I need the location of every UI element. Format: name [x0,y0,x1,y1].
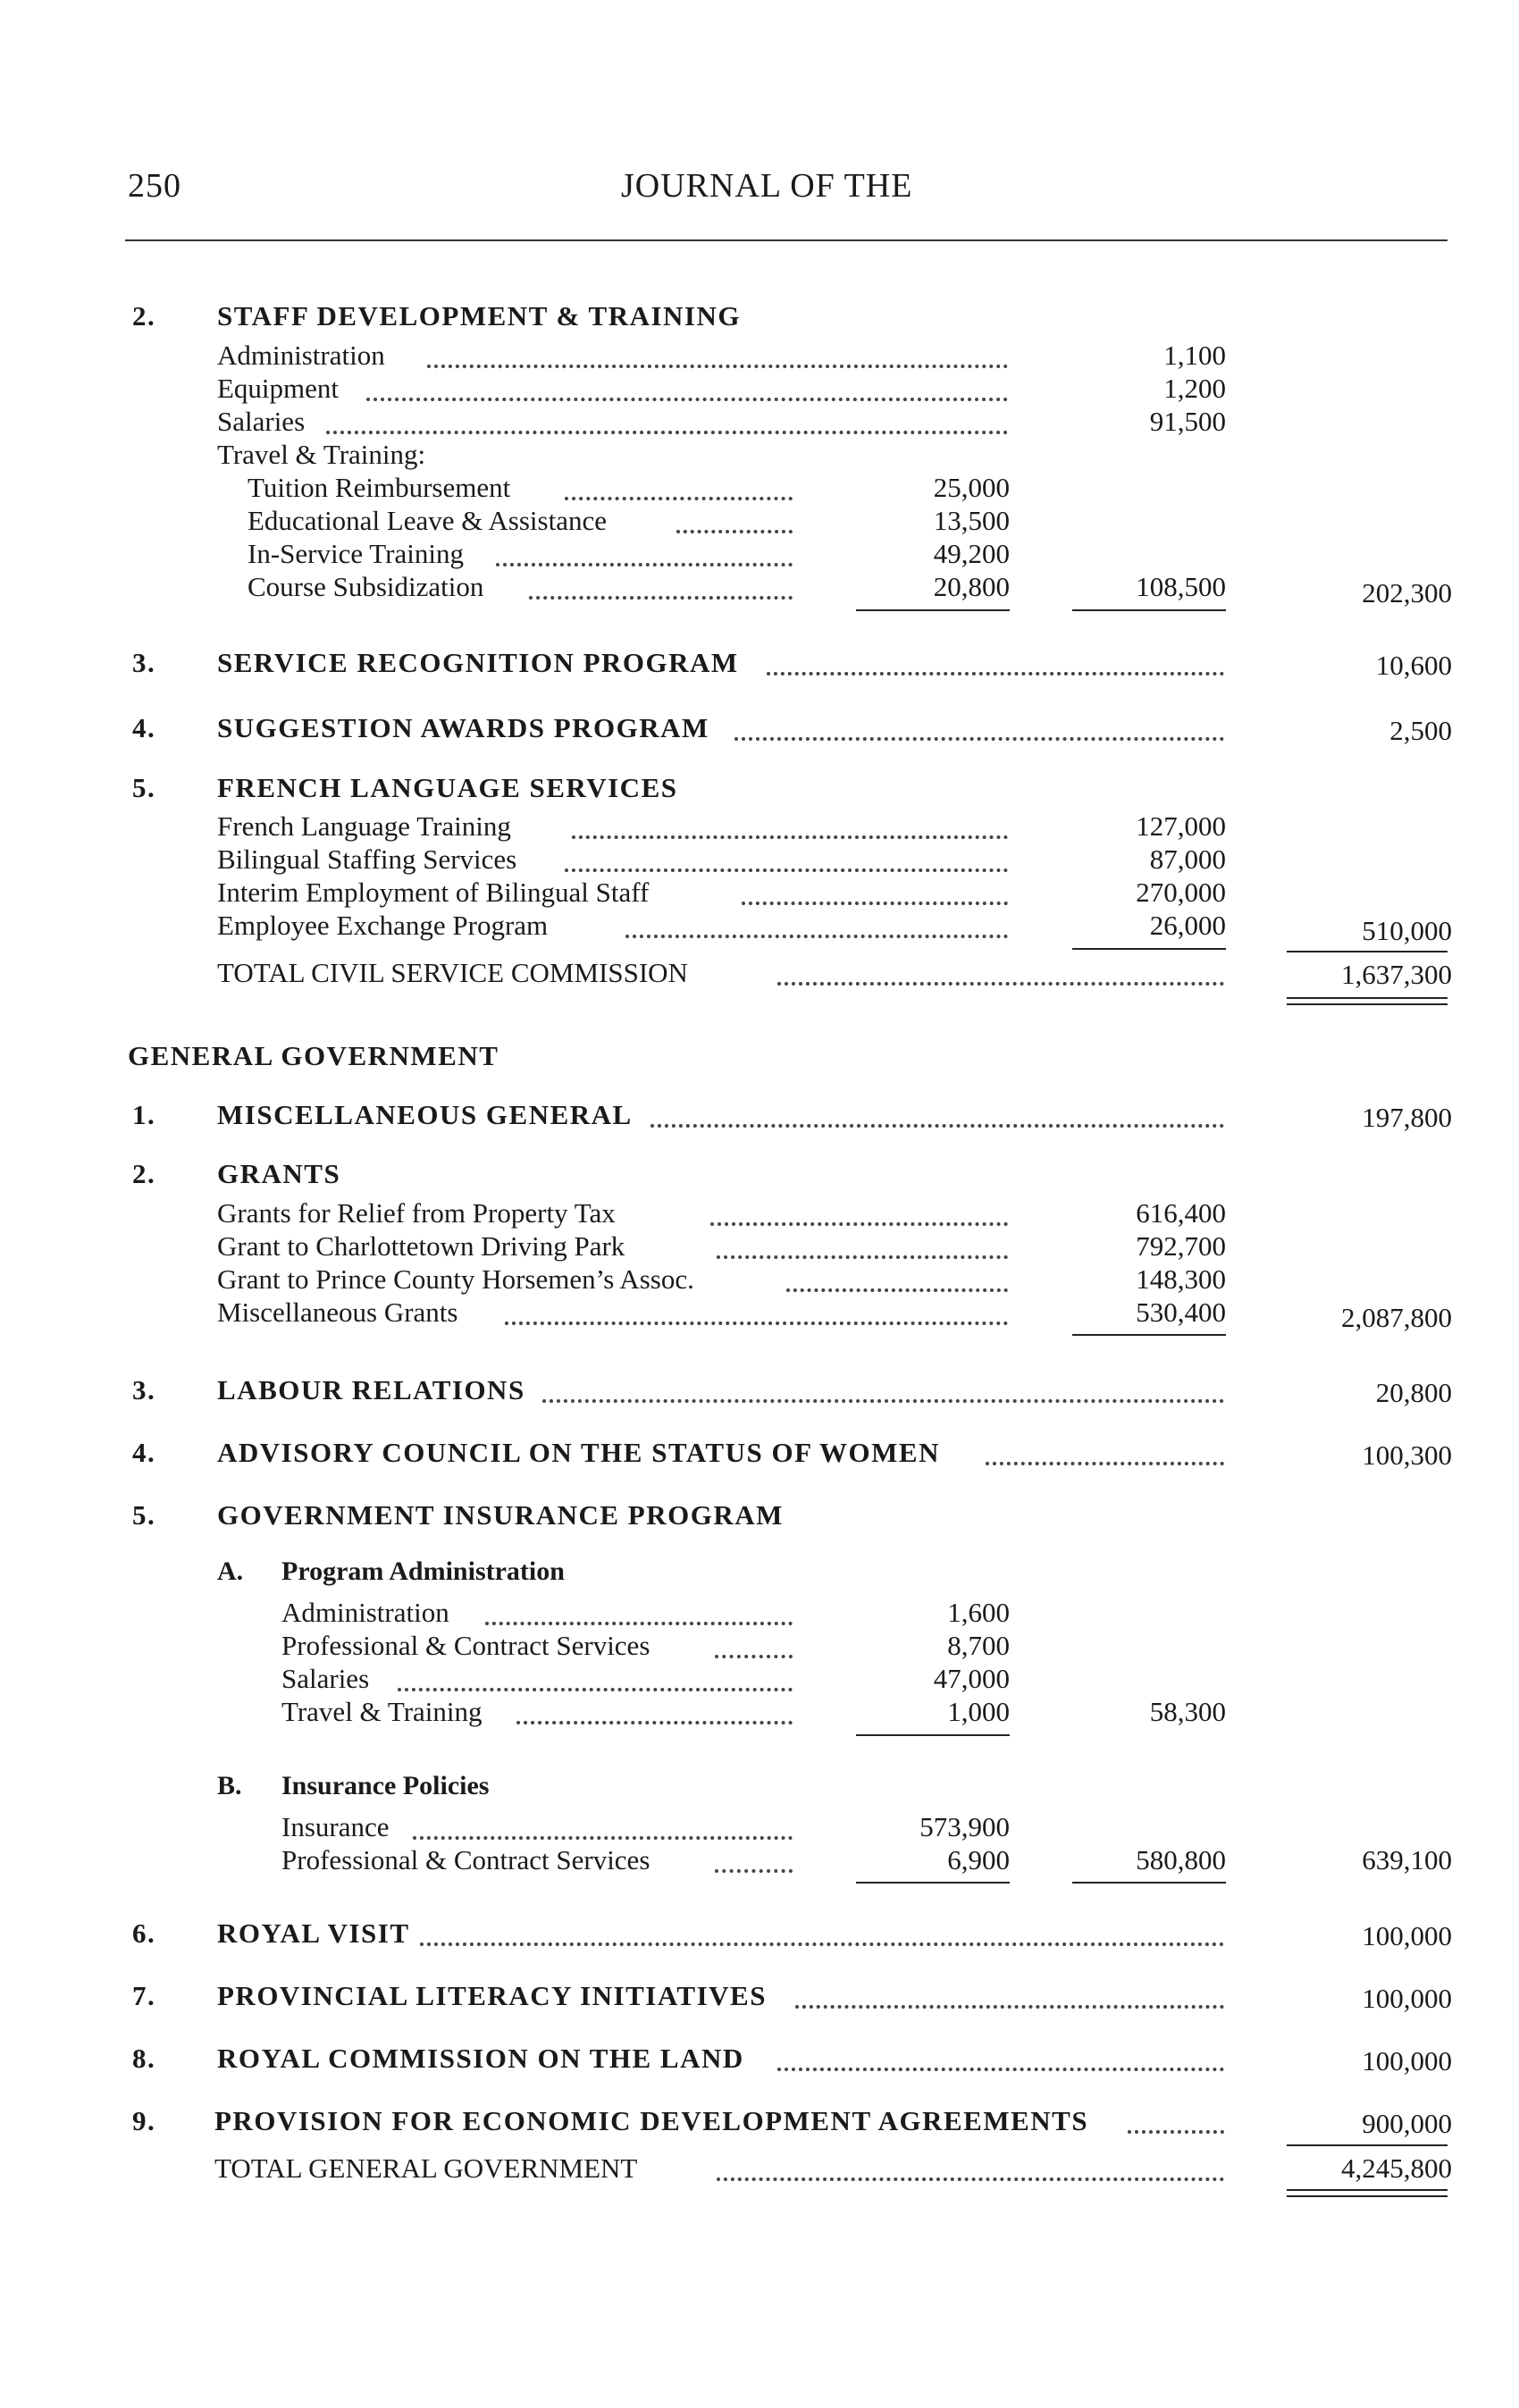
section-number: 5. [132,772,156,803]
section-total: 510,000 [1362,915,1452,946]
line-item-label: Travel & Training [281,1696,483,1727]
leader-dots [496,563,793,566]
leader-dots [734,737,1224,741]
section-title: GRANTS [217,1158,341,1189]
section-total: 100,000 [1362,1920,1452,1951]
section-title: SUGGESTION AWARDS PROGRAM [217,712,709,743]
line-item-value: 6,900 [947,1844,1010,1875]
section-total: 2,500 [1389,715,1452,746]
underline-rule [1072,609,1226,611]
leader-dots [572,835,1008,839]
section-title: ROYAL COMMISSION ON THE LAND [217,2043,744,2074]
line-item-value: 26,000 [1149,910,1226,941]
leader-dots [420,1942,1224,1946]
leader-dots [485,1622,793,1625]
line-item-label: Interim Employment of Bilingual Staff [217,877,650,908]
section-title: MISCELLANEOUS GENERAL [217,1099,633,1130]
section-total: 2,087,800 [1341,1302,1452,1333]
section-number: 3. [132,647,156,678]
underline-rule [856,1882,1010,1884]
line-item-label: Grant to Prince County Horsemen’s Assoc. [217,1263,694,1295]
line-item-value: 127,000 [1136,810,1226,842]
page-title: JOURNAL OF THE [621,167,913,205]
section-title: FRENCH LANGUAGE SERVICES [217,772,678,803]
grand-total-label: TOTAL GENERAL GOVERNMENT [214,2152,638,2184]
division-heading: GENERAL GOVERNMENT [128,1040,499,1071]
leader-dots [795,2005,1224,2009]
line-item-value: 1,000 [947,1696,1010,1727]
line-item-value: 792,700 [1136,1230,1226,1262]
line-item-value: 13,500 [933,505,1010,536]
line-item-label: Salaries [281,1663,370,1694]
underline-rule [856,1734,1010,1736]
subsection-letter: A. [217,1556,244,1586]
grand-total-value: 4,245,800 [1341,2152,1452,2184]
section-title: SERVICE RECOGNITION PROGRAM [217,647,739,678]
section-number: 2. [132,1158,156,1189]
section-total: 202,300 [1362,577,1452,608]
line-item-value: 1,100 [1163,340,1226,371]
leader-dots [650,1124,1224,1128]
leader-dots [777,2068,1224,2071]
double-underline-rule [1287,2189,1448,2191]
underline-rule [1287,2144,1448,2146]
line-item-label: Tuition Reimbursement [248,472,511,503]
line-item-value: 530,400 [1136,1296,1226,1328]
subheading: Travel & Training: [217,439,426,470]
line-item-label: French Language Training [217,810,511,842]
line-item-label: Administration [217,340,385,371]
line-item-label: Grant to Charlottetown Driving Park [217,1230,625,1262]
leader-dots [710,1222,1008,1226]
double-underline-rule [1287,1003,1448,1005]
leader-dots [625,935,1008,938]
grand-total-value: 1,637,300 [1341,959,1452,990]
line-item-value: 573,900 [919,1811,1010,1842]
section-title: ROYAL VISIT [217,1917,410,1949]
section-total: 100,000 [1362,1983,1452,2014]
leader-dots [529,596,793,600]
line-item-value: 8,700 [947,1630,1010,1661]
section-number: 1. [132,1099,156,1130]
line-item-label: Employee Exchange Program [217,910,549,941]
line-item-label: Insurance [281,1811,390,1842]
subsection-title: Program Administration [281,1556,565,1586]
double-underline-rule [1287,2195,1448,2197]
section-total: 10,600 [1375,650,1452,681]
leader-dots [565,868,1008,872]
leader-dots [565,497,793,500]
leader-dots [542,1399,1224,1403]
line-item-label: Professional & Contract Services [281,1630,650,1661]
section-title: GOVERNMENT INSURANCE PROGRAM [217,1499,784,1531]
section-number: 4. [132,1437,156,1468]
line-item-value: 270,000 [1136,877,1226,908]
line-item-label: Professional & Contract Services [281,1844,650,1875]
grand-total-label: TOTAL CIVIL SERVICE COMMISSION [217,957,688,988]
line-item-label: Salaries [217,406,306,437]
underline-rule [1072,948,1226,950]
leader-dots [786,1288,1008,1292]
line-item-value: 616,400 [1136,1197,1226,1229]
leader-dots [715,1655,793,1658]
double-underline-rule [1287,997,1448,999]
section-number: 5. [132,1499,156,1531]
leader-dots [742,902,1008,905]
underline-rule [856,609,1010,611]
line-item-value: 20,800 [933,571,1010,602]
leader-dots [326,431,1008,434]
section-total: 639,100 [1362,1844,1452,1875]
leader-dots [717,2177,1224,2181]
section-number: 4. [132,712,156,743]
section-title: PROVINCIAL LITERACY INITIATIVES [217,1980,767,2011]
line-item-value: 25,000 [933,472,1010,503]
line-item-value: 49,200 [933,538,1010,569]
line-item-label: Administration [281,1597,449,1628]
line-item-value: 1,200 [1163,373,1226,404]
page-number: 250 [128,167,181,205]
section-total: 900,000 [1362,2108,1452,2139]
section-title: STAFF DEVELOPMENT & TRAINING [217,300,741,331]
section-title: LABOUR RELATIONS [217,1374,525,1405]
subtotal-value: 58,300 [1149,1696,1226,1727]
section-number: 6. [132,1917,156,1949]
leader-dots [505,1321,1008,1325]
line-item-label: Bilingual Staffing Services [217,843,517,875]
leader-dots [366,398,1008,401]
underline-rule [1287,951,1448,952]
section-total: 100,000 [1362,2045,1452,2077]
section-number: 8. [132,2043,156,2074]
leader-dots [676,530,793,533]
subsection-letter: B. [217,1771,242,1800]
leader-dots [413,1836,793,1840]
line-item-label: In-Service Training [248,538,464,569]
line-item-label: Equipment [217,373,340,404]
underline-rule [1072,1334,1226,1336]
leader-dots [715,1869,793,1873]
section-total: 20,800 [1375,1377,1452,1408]
leader-dots [398,1688,793,1691]
section-number: 7. [132,1980,156,2011]
subsection-title: Insurance Policies [281,1771,490,1800]
line-item-value: 87,000 [1149,843,1226,875]
subtotal-value: 108,500 [1136,571,1226,602]
section-total: 100,300 [1362,1439,1452,1471]
line-item-value: 148,300 [1136,1263,1226,1295]
line-item-value: 47,000 [933,1663,1010,1694]
section-number: 9. [132,2105,156,2136]
section-number: 2. [132,300,156,331]
leader-dots [516,1721,793,1724]
line-item-value: 1,600 [947,1597,1010,1628]
line-item-label: Miscellaneous Grants [217,1296,458,1328]
line-item-value: 91,500 [1149,406,1226,437]
leader-dots [427,365,1008,368]
section-number: 3. [132,1374,156,1405]
line-item-label: Grants for Relief from Property Tax [217,1197,616,1229]
section-total: 197,800 [1362,1102,1452,1133]
line-item-label: Course Subsidization [248,571,484,602]
subtotal-value: 580,800 [1136,1844,1226,1875]
section-title: PROVISION FOR ECONOMIC DEVELOPMENT AGREEMENTS [214,2105,1089,2136]
leader-dots [986,1462,1224,1465]
leader-dots [777,982,1224,986]
line-item-label: Educational Leave & Assistance [248,505,608,536]
leader-dots [767,672,1224,675]
leader-dots [717,1255,1008,1259]
leader-dots [1128,2130,1224,2134]
underline-rule [1072,1882,1226,1884]
section-title: ADVISORY COUNCIL ON THE STATUS OF WOMEN [217,1437,940,1468]
header-rule [125,239,1448,241]
